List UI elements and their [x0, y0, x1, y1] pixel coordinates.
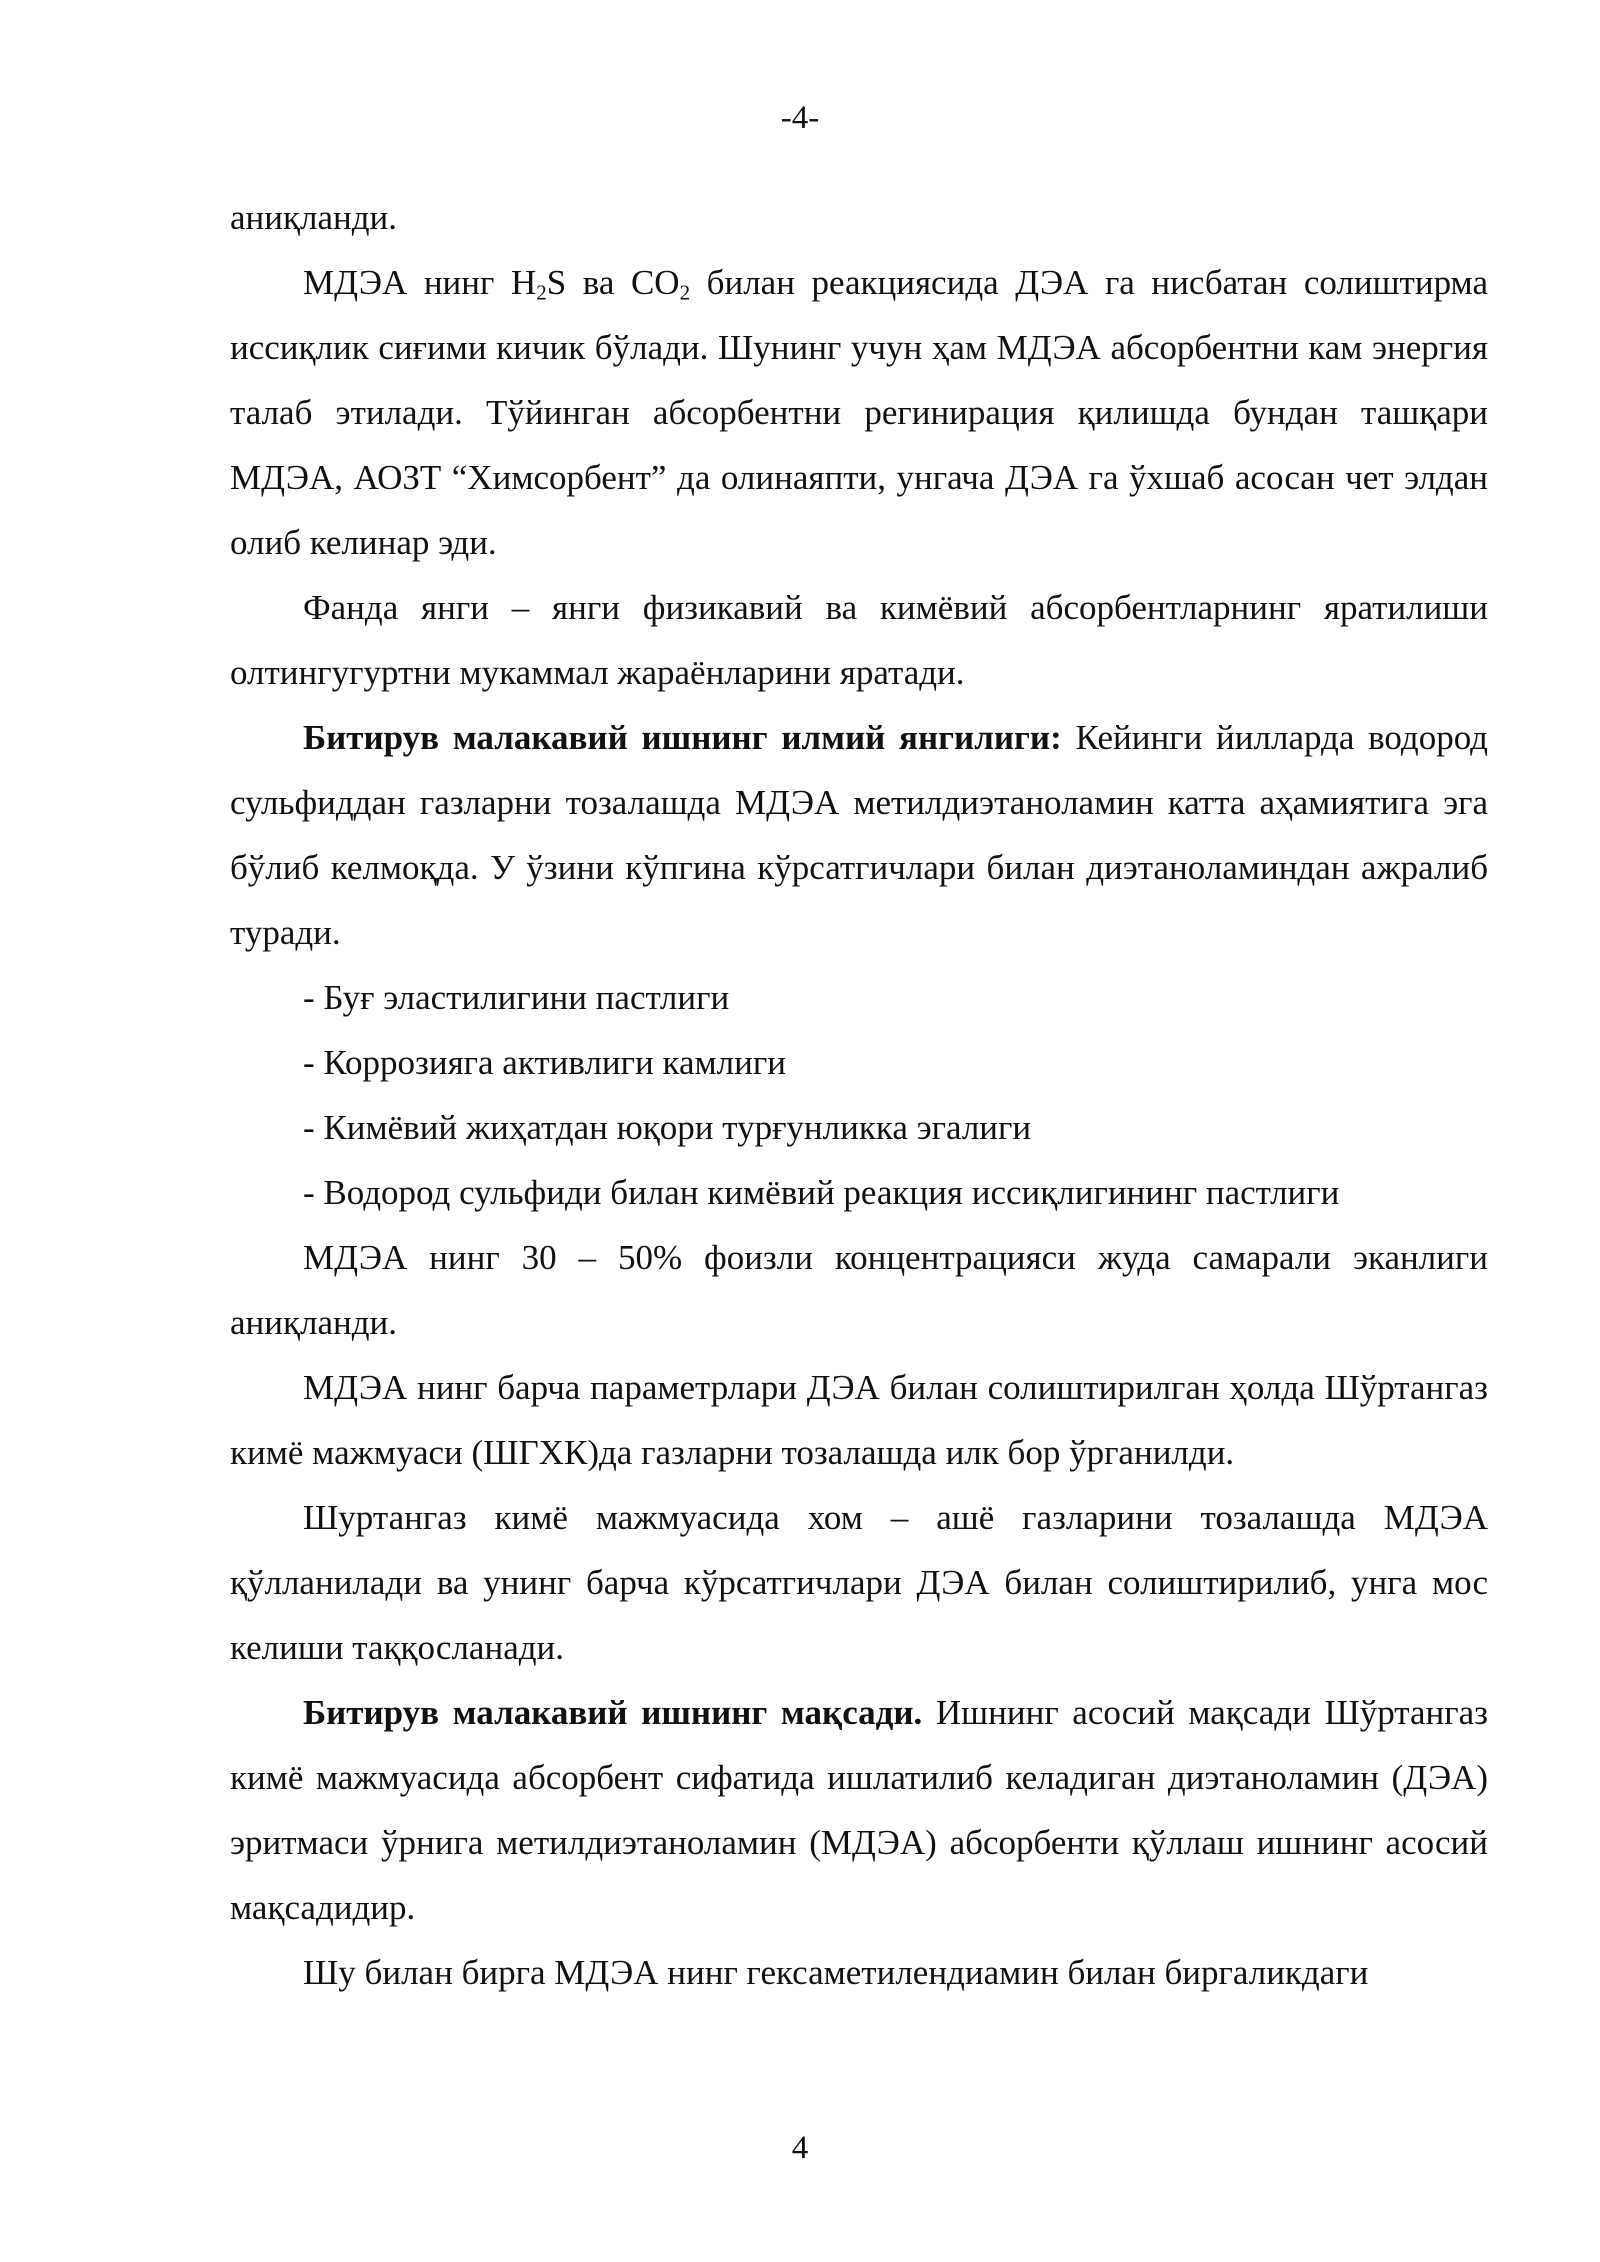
- bold-heading-novelty: Битирув малакавий ишнинг илмий янгилиги:: [303, 718, 1062, 757]
- bold-heading-goal: Битирув малакавий ишнинг мақсади.: [303, 1693, 923, 1732]
- paragraph-shurtangaz: Шуртангаз кимё мажмуасида хом – ашё газларини тозалашда МДЭА қўлланилади ва унинг барча кўрсатгичлари ДЭА билан солиштирилиб, унга мос келиши таққосланади.: [230, 1498, 1488, 1667]
- subscript: 2: [536, 280, 547, 305]
- list-item: - Водород сульфиди билан кимёвий реакция иссиқлигининг пастлиги: [303, 1173, 1340, 1212]
- subscript: 2: [679, 280, 691, 305]
- paragraph-goal: [230, 1680, 1488, 1940]
- text-fragment: Ишнинг асосий мақсади Шўртангаз кимё мажмуасида абсорбент сифатида ишлатилиб келадиган диэтаноламин (ДЭА) эритмаси ўрнига метилдиэтаноламин (МДЭА) абсорбенти қўллаш ишнинг асосий мақсадидир.: [230, 1693, 1488, 1927]
- page-header-number: -4-: [780, 100, 820, 136]
- list-item: - Буғ эластилигини пастлиги: [303, 978, 730, 1017]
- text-fragment: Кейинги йилларда водород сульфиддан газларни тозалашда МДЭА метилдиэтаноламин катта аҳамиятига эга бўлиб келмоқда. У ўзини кўпгина кўрсатгичлари билан диэтаноламиндан ажралиб туради.: [230, 718, 1488, 952]
- document-body: [230, 185, 1488, 2005]
- paragraph-new-absorbents: Фанда янги – янги физикавий ва кимёвий абсорбентларнинг яратилиши олтингугуртни мукаммал жараёнларини яратади.: [230, 588, 1488, 692]
- paragraph-hexamethylenediamine: Шу билан бирга МДЭА нинг гексаметилендиамин билан биргаликдаги: [303, 1953, 1369, 1992]
- text-fragment: МДЭА нинг H: [303, 263, 537, 302]
- paragraph-continuation: аниқланди.: [230, 198, 398, 237]
- paragraph-concentration: МДЭА нинг 30 – 50% фоизли концентрацияси жуда самарали эканлиги аниқланди.: [230, 1238, 1488, 1342]
- paragraph-scientific-novelty: [230, 705, 1488, 965]
- paragraph-parameters: МДЭА нинг барча параметрлари ДЭА билан солиштирилган ҳолда Шўртангаз кимё мажмуаси (ШГХК)да газларни тозалашда илк бор ўрганилди.: [230, 1368, 1488, 1472]
- list-item: - Коррозияга активлиги камлиги: [303, 1043, 786, 1082]
- text-fragment: билан реакциясида ДЭА га нисбатан солиштирма иссиқлик сиғими кичик бўлади. Шунинг учун ҳам МДЭА абсорбентни кам энергия талаб этилади. Тўйинган абсорбентни регинирация қилишда бундан ташқари МДЭА, АОЗТ “Химсорбент” да олинаяпти, унгача ДЭА га ўхшаб асосан чет элдан олиб келинар эди.: [230, 263, 1488, 562]
- page-footer-number: 4: [791, 2130, 809, 2166]
- paragraph-mdea-heat-capacity: [230, 250, 1488, 575]
- list-item: - Кимёвий жиҳатдан юқори турғунликка эгалиги: [303, 1108, 1032, 1147]
- text-fragment: S ва CO: [546, 263, 680, 302]
